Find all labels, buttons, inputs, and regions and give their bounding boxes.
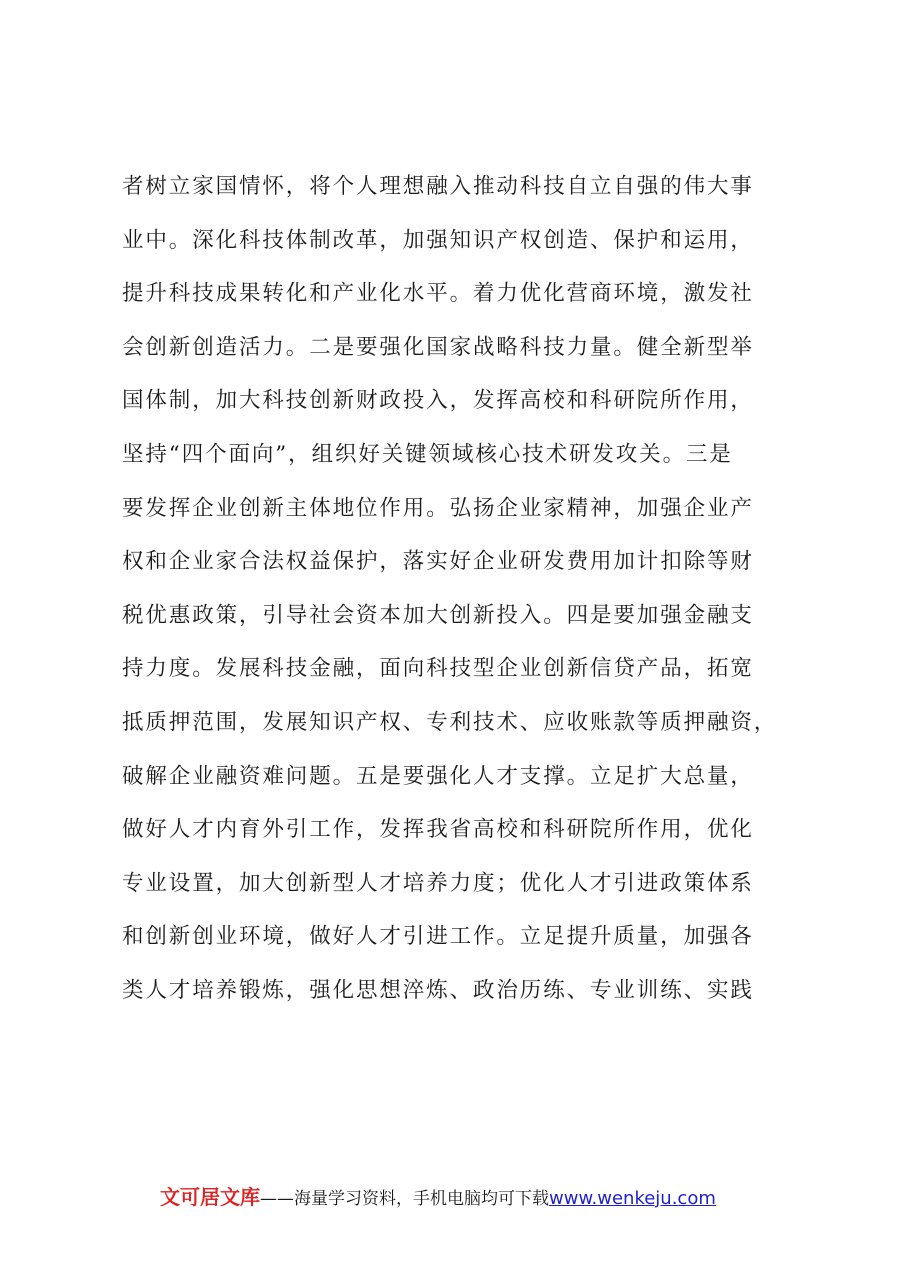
text-line: 持力度。发展科技金融，面向科技型企业创新信贷产品，拓宽 <box>122 656 754 682</box>
text-line: 国体制，加大科技创新财政投入，发挥高校和科研院所作用， <box>122 388 754 414</box>
footer-dash: —— <box>260 1189 294 1209</box>
text-line: 者树立家国情怀，将个人理想融入推动科技自立自强的伟大事 <box>122 174 754 199</box>
text-line: 权和企业家合法权益保护，落实好企业研发费用加计扣除等财 <box>122 549 754 575</box>
text-line: 税优惠政策，引导社会资本加大创新投入。四是要加强金融支 <box>122 602 754 628</box>
text-line: 破解企业融资难问题。五是要强化人才支撑。立足扩大总量， <box>122 763 754 789</box>
body-text <box>122 160 802 1018</box>
text-line: 类人才培养锻炼，强化思想淬炼、政治历练、专业训练、实践 <box>122 977 754 1003</box>
text-line: 会创新创造活力。二是要强化国家战略科技力量。健全新型举 <box>122 334 754 360</box>
text-line: 和创新创业环境，做好人才引进工作。立足提升质量，加强各 <box>122 924 754 950</box>
text-line: 抵质押范围，发展知识产权、专利技术、应收账款等质押融资， <box>122 709 778 735</box>
text-line: 业中。深化科技体制改革，加强知识产权创造、保护和运用， <box>122 227 754 253</box>
text-line: 专业设置，加大创新型人才培养力度；优化人才引进政策体系 <box>122 870 754 896</box>
text-line: 要发挥企业创新主体地位作用。弘扬企业家精神，加强企业产 <box>122 495 754 521</box>
footer-banner <box>160 1182 716 1212</box>
text-line: 提升科技成果转化和产业化水平。着力优化营商环境，激发社 <box>122 281 754 307</box>
footer-brand: 文可居文库 <box>160 1185 260 1209</box>
text-line: 坚持“四个面向”，组织好关键领域核心技术研发攻关。三是 <box>122 441 733 467</box>
footer-slogan: 海量学习资料，手机电脑均可下载 <box>294 1189 549 1209</box>
text-line: 做好人才内育外引工作，发挥我省高校和科研院所作用，优化 <box>122 817 754 843</box>
footer-website-link[interactable]: www.wenkeju.com <box>549 1188 716 1209</box>
